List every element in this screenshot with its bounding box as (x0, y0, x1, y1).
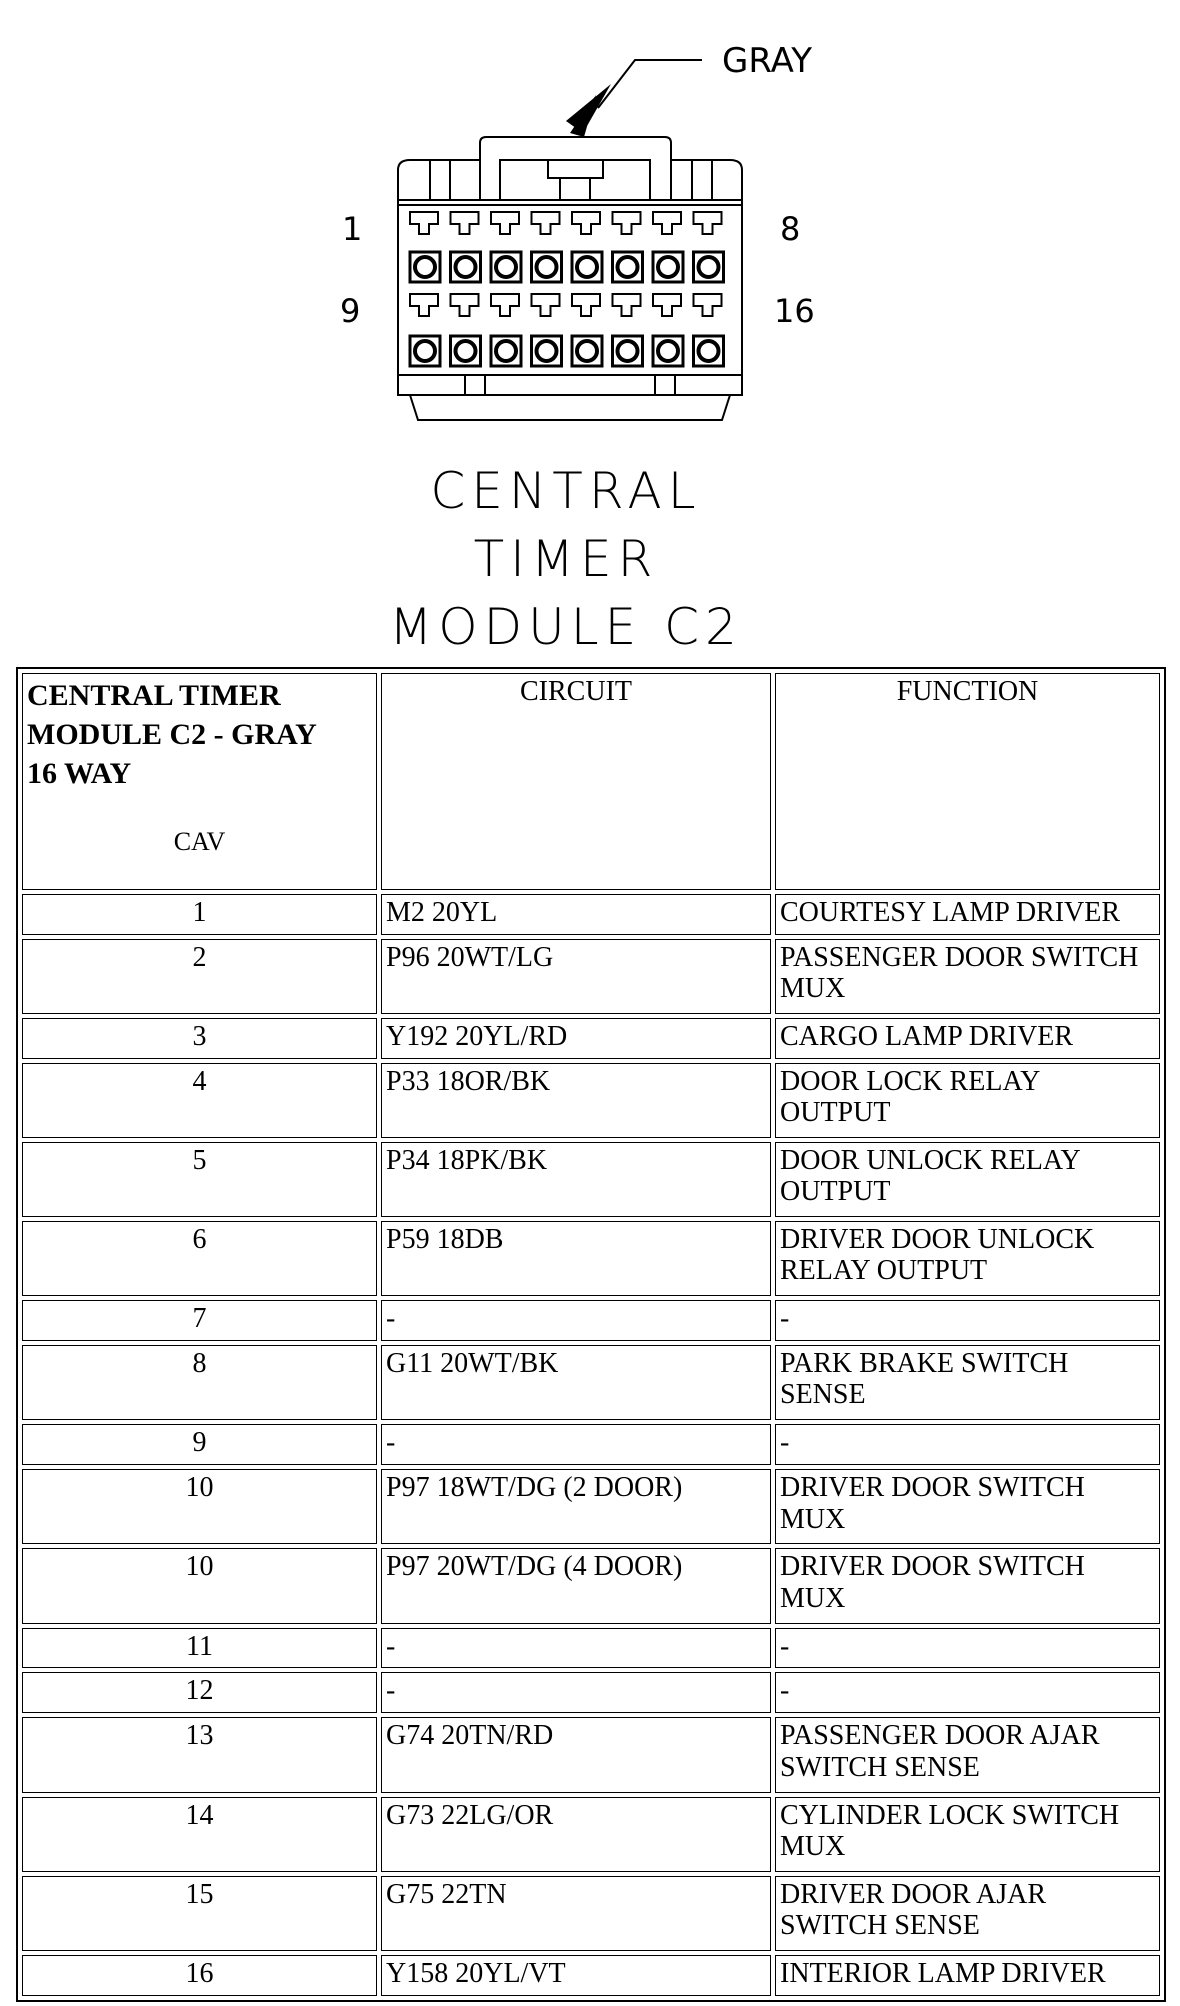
cav-cell: 16 (22, 1955, 377, 1996)
table-row (22, 1672, 1160, 1713)
function-cell: - (775, 1424, 1160, 1465)
circuit-cell: Y158 20YL/VT (381, 1955, 771, 1996)
pin-terminal-slot (451, 294, 479, 316)
header-cav-cell (22, 673, 377, 890)
table-header-row (22, 673, 1160, 890)
cav-cell: 12 (22, 1672, 377, 1713)
circuit-cell: P96 20WT/LG (381, 939, 771, 1014)
pin-cavity-hole (577, 257, 597, 277)
pin-cavity-hole (699, 341, 719, 361)
function-cell: DRIVER DOOR SWITCH MUX (775, 1548, 1160, 1623)
column-header-function: FUNCTION (775, 673, 1160, 890)
circuit-cell: P97 18WT/DG (2 DOOR) (381, 1469, 771, 1544)
connector-caption-line-3: MODULE C2 (389, 598, 743, 656)
pin-terminal-slot (451, 212, 479, 234)
column-header-cav: CAV (173, 827, 226, 856)
column-header-circuit: CIRCUIT (381, 673, 771, 890)
pin-cavity-hole (537, 341, 557, 361)
table-row (22, 1876, 1160, 1951)
circuit-cell: G11 20WT/BK (381, 1345, 771, 1420)
pin-terminal-slot (653, 294, 681, 316)
table-title (27, 676, 372, 793)
table-row (22, 1955, 1160, 1996)
pin-cavity-hole (456, 341, 476, 361)
cav-cell: 10 (22, 1469, 377, 1544)
pin-terminal-slot (572, 212, 600, 234)
function-cell: CARGO LAMP DRIVER (775, 1018, 1160, 1059)
pin-cavity-hole (496, 341, 516, 361)
circuit-cell: Y192 20YL/RD (381, 1018, 771, 1059)
function-cell: CYLINDER LOCK SWITCH MUX (775, 1797, 1160, 1872)
connector-pin-rows (410, 212, 724, 366)
cav-cell: 6 (22, 1221, 377, 1296)
cav-cell: 15 (22, 1876, 377, 1951)
function-cell: DOOR UNLOCK RELAY OUTPUT (775, 1142, 1160, 1217)
pin-label-1: 1 (342, 210, 363, 248)
pin-cavity-hole (415, 341, 435, 361)
table-row (22, 1300, 1160, 1341)
function-cell: DRIVER DOOR AJAR SWITCH SENSE (775, 1876, 1160, 1951)
pin-cavity-hole (537, 257, 557, 277)
cav-cell: 11 (22, 1628, 377, 1669)
table-row (22, 1424, 1160, 1465)
table-row (22, 1797, 1160, 1872)
cav-cell: 14 (22, 1797, 377, 1872)
pin-label-16: 16 (774, 292, 815, 330)
connector-caption-line-2: TIMER (473, 530, 659, 588)
pinout-table (16, 667, 1166, 2002)
cav-cell: 5 (22, 1142, 377, 1217)
pin-terminal-slot (572, 294, 600, 316)
circuit-cell: P59 18DB (381, 1221, 771, 1296)
circuit-cell: - (381, 1424, 771, 1465)
pin-terminal-slot (653, 212, 681, 234)
pin-terminal-slot (410, 212, 438, 234)
pin-terminal-slot (532, 212, 560, 234)
pin-terminal-slot (613, 294, 641, 316)
table-row (22, 1469, 1160, 1544)
function-cell: COURTESY LAMP DRIVER (775, 894, 1160, 935)
function-cell: - (775, 1628, 1160, 1669)
pin-terminal-slot (532, 294, 560, 316)
table-row (22, 1628, 1160, 1669)
function-cell: PASSENGER DOOR SWITCH MUX (775, 939, 1160, 1014)
table-row (22, 1345, 1160, 1420)
cav-cell: 3 (22, 1018, 377, 1059)
table-title-line: 16 WAY (27, 757, 132, 790)
cav-cell: 8 (22, 1345, 377, 1420)
circuit-cell: G75 22TN (381, 1876, 771, 1951)
pin-cavity-hole (699, 257, 719, 277)
table-row (22, 1142, 1160, 1217)
pin-cavity-hole (618, 257, 638, 277)
table-row (22, 1717, 1160, 1792)
function-cell: DOOR LOCK RELAY OUTPUT (775, 1063, 1160, 1138)
pin-terminal-slot (491, 294, 519, 316)
cav-cell: 1 (22, 894, 377, 935)
pin-terminal-slot (410, 294, 438, 316)
pin-label-8: 8 (780, 210, 801, 248)
table-row (22, 1018, 1160, 1059)
pin-label-9: 9 (340, 292, 361, 330)
cav-cell: 4 (22, 1063, 377, 1138)
circuit-cell: G73 22LG/OR (381, 1797, 771, 1872)
function-cell: PASSENGER DOOR AJAR SWITCH SENSE (775, 1717, 1160, 1792)
circuit-cell: G74 20TN/RD (381, 1717, 771, 1792)
function-cell: INTERIOR LAMP DRIVER (775, 1955, 1160, 1996)
function-cell: DRIVER DOOR SWITCH MUX (775, 1469, 1160, 1544)
table-row (22, 939, 1160, 1014)
pin-terminal-slot (613, 212, 641, 234)
cav-cell: 2 (22, 939, 377, 1014)
pin-cavity-hole (456, 257, 476, 277)
function-cell: - (775, 1300, 1160, 1341)
circuit-cell: - (381, 1672, 771, 1713)
pin-cavity-hole (496, 257, 516, 277)
circuit-cell: M2 20YL (381, 894, 771, 935)
cav-cell: 13 (22, 1717, 377, 1792)
table-row (22, 1221, 1160, 1296)
pin-cavity-hole (577, 341, 597, 361)
pin-terminal-slot (694, 294, 722, 316)
connector-caption-line-1: CENTRAL (430, 462, 702, 520)
table-row (22, 894, 1160, 935)
cav-cell: 9 (22, 1424, 377, 1465)
circuit-cell: - (381, 1300, 771, 1341)
pin-cavity-hole (618, 341, 638, 361)
cav-cell: 7 (22, 1300, 377, 1341)
pin-cavity-hole (415, 257, 435, 277)
connector-color-label: GRAY (722, 41, 812, 81)
table-row (22, 1063, 1160, 1138)
table-row (22, 1548, 1160, 1623)
pin-cavity-hole (658, 341, 678, 361)
function-cell: - (775, 1672, 1160, 1713)
pin-cavity-hole (658, 257, 678, 277)
pin-terminal-slot (694, 212, 722, 234)
table-title-line: MODULE C2 - GRAY (27, 718, 317, 751)
pin-terminal-slot (491, 212, 519, 234)
callout-leader-line (598, 60, 702, 108)
table-title-line: CENTRAL TIMER (27, 679, 281, 712)
circuit-cell: - (381, 1628, 771, 1669)
cav-cell: 10 (22, 1548, 377, 1623)
function-cell: DRIVER DOOR UNLOCK RELAY OUTPUT (775, 1221, 1160, 1296)
connector-diagram (0, 0, 1180, 660)
circuit-cell: P33 18OR/BK (381, 1063, 771, 1138)
circuit-cell: P34 18PK/BK (381, 1142, 771, 1217)
circuit-cell: P97 20WT/DG (4 DOOR) (381, 1548, 771, 1623)
function-cell: PARK BRAKE SWITCH SENSE (775, 1345, 1160, 1420)
